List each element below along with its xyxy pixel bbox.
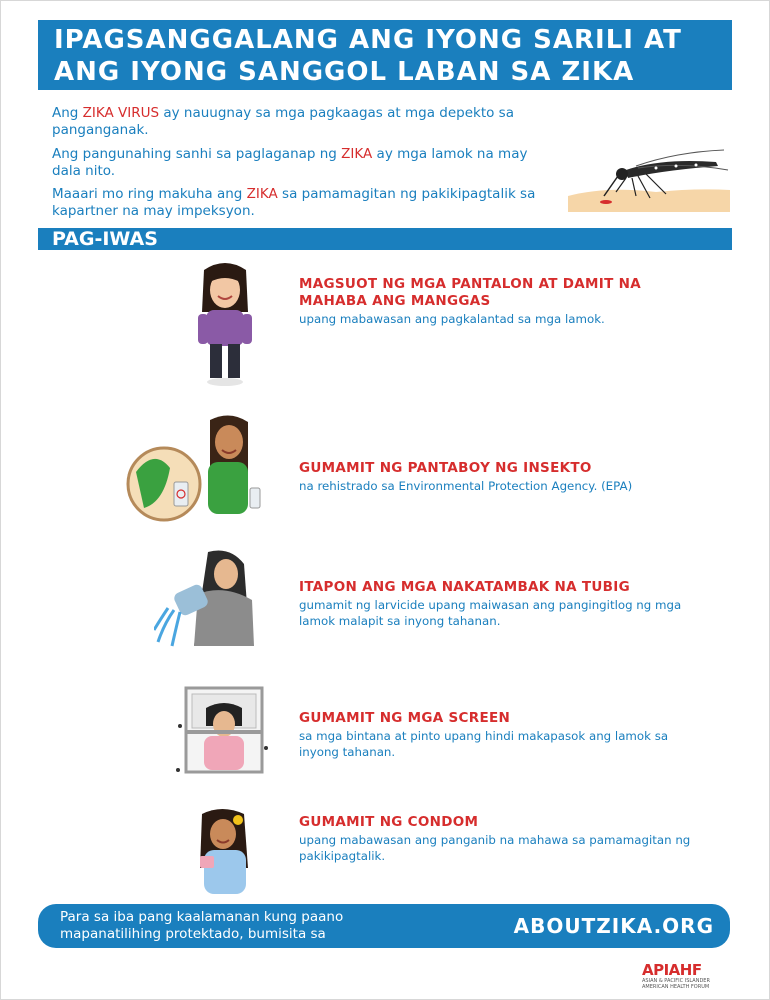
item-title: GUMAMIT NG MGA SCREEN [299,710,511,726]
item-description: na rehistrado sa Environmental Protection Agency. (EPA) [299,479,633,493]
logo-mark [642,962,724,978]
title-line-1: IPAGSANGGALANG ANG IYONG SARILI AT [54,25,682,55]
title-line-2: ANG IYONG SANGGOL LABAN SA ZIKA [54,57,635,87]
prevention-item-2 [299,460,699,494]
intro-text: Ang [52,105,83,121]
highlight-zika: ZIKA [341,146,373,162]
intro-text: ay mga lamok na may dala nito. [52,146,528,179]
item-description: sa mga bintana at pinto upang hindi makapasok ang lamok sa inyong tahanan. [299,729,669,759]
intro-text: sa pamamagitan ng pakikipagtalik sa kapartner na may impeksyon. [52,186,536,219]
intro-text: Ang pangunahing sanhi sa paglaganap ng [52,146,342,162]
logo-mark-a: APIA [642,961,680,979]
prevention-item-3 [299,579,699,629]
item-title: ITAPON ANG MGA NAKATAMBAK NA TUBIG [299,579,630,595]
prevention-item-4 [299,710,699,760]
intro-paragraph-3 [52,186,552,220]
condom-woman-icon [192,808,256,896]
insect-repellent-icon [124,412,270,522]
intro-text: Maaari mo ring makuha ang [52,186,247,202]
item-description: upang mabawasan ang panganib na mahawa sa pamamagitan ng pakikipagtalik. [299,833,691,863]
item-title: GUMAMIT NG PANTABOY NG INSEKTO [299,460,592,476]
prevention-item-1 [299,276,699,327]
highlight-zika-virus: ZIKA VIRUS [82,105,160,121]
dump-water-icon [154,550,260,650]
section-header-prevention [38,228,732,250]
intro-paragraph-2 [52,146,552,180]
item-description: gumamit ng larvicide upang maiwasan ang pangingitlog ng mga lamok malapit sa inyong tahanan. [299,598,682,628]
logo-subtitle-2: AMERICAN HEALTH FORUM [642,984,710,990]
website-link[interactable]: ABOUTZIKA.ORG [513,914,714,938]
logo-mark-b: HF [679,961,702,979]
item-title: GUMAMIT NG CONDOM [299,814,479,830]
item-title: MAGSUOT NG MGA PANTALON AT DAMIT NA MAHABA ANG MANGGAS [299,276,641,309]
window-screen-icon [172,686,272,778]
intro-paragraph-1 [52,105,552,139]
logo-subtitle-1: ASIAN & PACIFIC ISLANDER [642,978,710,984]
section-title: PAG-IWAS [52,228,158,250]
intro-text: ay nauugnay sa mga pagkaagas at mga depekto sa panganganak. [52,105,514,138]
highlight-zika: ZIKA [246,186,278,202]
item-description: upang mabawasan ang pagkalantad sa mga lamok. [299,312,605,326]
title-banner [38,20,732,90]
apiahf-logo [642,962,724,990]
footer-text: Para sa iba pang kaalamanan kung paano mapanatilihing protektado, bumisita sa [60,909,344,942]
footer-banner [38,904,730,948]
long-sleeves-woman-icon [190,262,260,387]
prevention-item-5 [299,814,699,864]
mosquito-icon [566,148,732,214]
